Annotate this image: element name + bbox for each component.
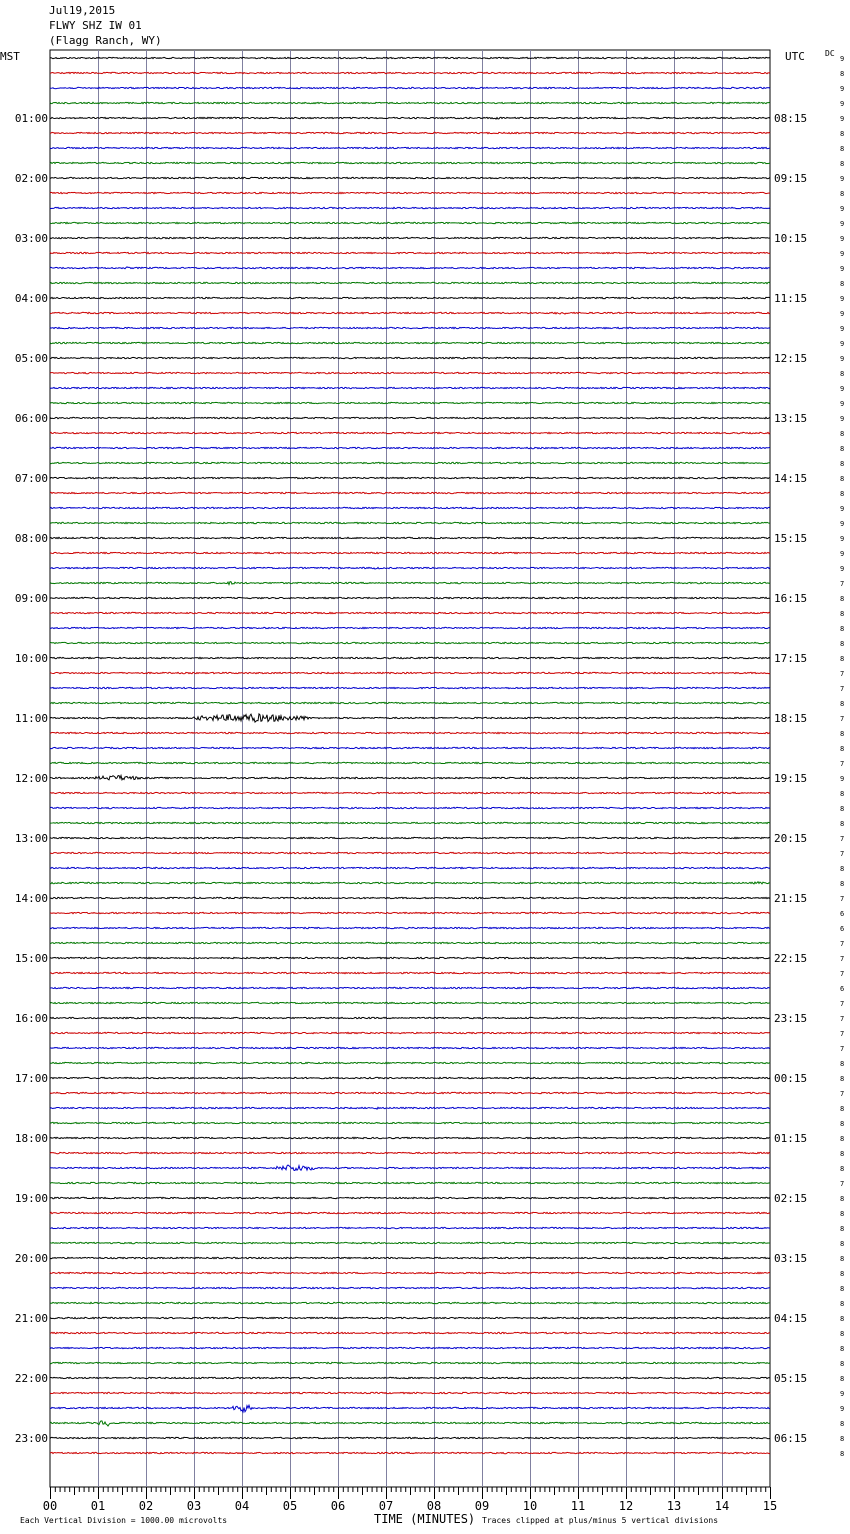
dc-offset-value: 7 [840, 895, 845, 903]
dc-offset-value: 8 [840, 1135, 845, 1143]
dc-offset-value: 9 [840, 565, 845, 573]
seismic-trace [50, 972, 770, 973]
dc-offset-value: 8 [840, 700, 845, 708]
mst-hour-label: 23:00 [14, 1432, 48, 1445]
dc-offset-value: 8 [840, 745, 845, 753]
dc-offset-value: 7 [840, 955, 845, 963]
seismic-trace [50, 1137, 770, 1138]
seismic-trace [50, 867, 770, 868]
seismic-trace [50, 1197, 770, 1198]
seismic-trace [50, 897, 770, 898]
dc-offset-value: 9 [840, 175, 845, 183]
seismic-trace [50, 372, 770, 373]
seismic-trace [50, 552, 770, 553]
dc-offset-value: 7 [840, 715, 845, 723]
seismic-trace [50, 207, 770, 208]
seismic-trace [50, 1392, 770, 1393]
x-tick-label: 15 [762, 1499, 778, 1513]
dc-offset-value: 9 [840, 55, 845, 63]
dc-offset-value: 8 [840, 1420, 845, 1428]
seismic-trace [50, 882, 770, 884]
dc-offset-value: 8 [840, 370, 845, 378]
mst-hour-label: 10:00 [14, 652, 48, 665]
seismic-trace [50, 387, 770, 388]
seismic-trace [50, 1332, 770, 1333]
dc-offset-value: 9 [840, 115, 845, 123]
x-tick-label: 00 [42, 1499, 58, 1513]
x-tick-label: 05 [282, 1499, 298, 1513]
seismic-trace [50, 1437, 770, 1438]
mst-hour-label: 02:00 [14, 172, 48, 185]
seismic-trace [50, 642, 770, 643]
seismic-trace [50, 252, 770, 253]
seismic-trace [50, 1032, 770, 1033]
seismic-trace [50, 1122, 770, 1123]
seismic-trace [50, 732, 770, 733]
dc-offset-value: 7 [840, 1015, 845, 1023]
seismic-trace [50, 432, 770, 433]
seismic-trace [50, 776, 770, 780]
seismic-trace [50, 57, 770, 58]
seismic-trace [50, 297, 770, 298]
dc-offset-value: 8 [840, 640, 845, 648]
x-tick-label: 08 [426, 1499, 442, 1513]
dc-offset-value: 8 [840, 1105, 845, 1113]
seismic-trace [50, 747, 770, 748]
mst-hour-label: 11:00 [14, 712, 48, 725]
seismic-trace [50, 162, 770, 163]
seismic-trace [50, 852, 770, 853]
seismic-trace [50, 1227, 770, 1228]
seismic-trace [50, 987, 770, 988]
dc-offset-value: 8 [840, 160, 845, 168]
seismic-trace [50, 687, 770, 688]
dc-offset-value: 8 [840, 1225, 845, 1233]
seismic-trace [50, 492, 770, 493]
utc-hour-label: 09:15 [774, 172, 808, 185]
utc-hour-label: 00:15 [774, 1072, 808, 1085]
utc-axis-label: UTC [785, 50, 805, 63]
mst-hour-label: 16:00 [14, 1012, 48, 1025]
seismic-trace [50, 177, 770, 178]
dc-offset-value: 7 [840, 1000, 845, 1008]
dc-offset-value: 9 [840, 250, 845, 258]
seismic-trace [50, 807, 770, 808]
utc-hour-label: 11:15 [774, 292, 808, 305]
dc-offset-value: 9 [840, 400, 845, 408]
scale-note: Each Vertical Division = 1000.00 microvolts [20, 1516, 228, 1525]
dc-offset-value: 7 [840, 835, 845, 843]
dc-offset-value: 8 [840, 130, 845, 138]
seismic-trace [50, 117, 770, 119]
seismic-trace [50, 702, 770, 703]
dc-offset-value: 8 [840, 865, 845, 873]
dc-offset-value: 9 [840, 310, 845, 318]
utc-hour-label: 12:15 [774, 352, 808, 365]
dc-offset-value: 8 [840, 805, 845, 813]
seismic-trace [50, 1077, 770, 1078]
seismic-trace [50, 792, 770, 793]
dc-offset-value: 7 [840, 670, 845, 678]
seismic-trace [50, 762, 770, 763]
station-code: FLWY SHZ IW 01 [49, 19, 142, 32]
x-tick-label: 02 [138, 1499, 154, 1513]
utc-hour-label: 13:15 [774, 412, 808, 425]
seismic-trace [50, 222, 770, 223]
dc-offset-value: 9 [840, 520, 845, 528]
x-axis-title: TIME (MINUTES) [374, 1512, 476, 1526]
dc-offset-value: 9 [840, 775, 845, 783]
seismic-trace [50, 612, 770, 613]
seismic-trace [50, 342, 770, 343]
utc-hour-label: 17:15 [774, 652, 808, 665]
seismic-trace [50, 72, 770, 73]
seismic-trace [50, 1287, 770, 1288]
dc-offset-value: 7 [840, 970, 845, 978]
seismic-trace [50, 1242, 770, 1243]
seismic-trace [50, 912, 770, 913]
x-tick-label: 12 [618, 1499, 634, 1513]
seismic-trace [50, 957, 770, 958]
seismic-trace [50, 1092, 770, 1093]
utc-hour-label: 20:15 [774, 832, 808, 845]
utc-hour-label: 19:15 [774, 772, 808, 785]
mst-axis-label: MST [0, 50, 20, 63]
dc-offset-value: 7 [840, 850, 845, 858]
dc-offset-value: 7 [840, 760, 845, 768]
seismic-trace [50, 522, 770, 523]
seismic-trace [50, 837, 770, 838]
mst-hour-label: 14:00 [14, 892, 48, 905]
dc-offset-value: 8 [840, 1270, 845, 1278]
dc-offset-value: 8 [840, 790, 845, 798]
seismic-trace [50, 1047, 770, 1048]
seismic-trace [50, 582, 770, 585]
utc-hour-label: 21:15 [774, 892, 808, 905]
dc-offset-value: 8 [840, 70, 845, 78]
utc-hour-label: 10:15 [774, 232, 808, 245]
x-tick-label: 14 [714, 1499, 730, 1513]
seismic-trace [50, 1212, 770, 1213]
dc-offset-value: 7 [840, 580, 845, 588]
seismic-trace [50, 282, 770, 283]
dc-offset-value: 6 [840, 985, 845, 993]
dc-offset-value: 9 [840, 1390, 845, 1398]
x-tick-label: 11 [570, 1499, 586, 1513]
mst-hour-label: 07:00 [14, 472, 48, 485]
dc-offset-value: 8 [840, 445, 845, 453]
seismic-trace [50, 477, 770, 478]
dc-offset-value: 8 [840, 610, 845, 618]
dc-offset-value: 8 [840, 1150, 845, 1158]
dc-offset-value: 9 [840, 100, 845, 108]
plot-frame [50, 50, 770, 1487]
x-tick-label: 06 [330, 1499, 346, 1513]
seismic-trace [50, 462, 770, 463]
mst-hour-label: 01:00 [14, 112, 48, 125]
dc-offset-value: 7 [840, 685, 845, 693]
seismic-trace [50, 927, 770, 928]
seismic-trace [50, 327, 770, 328]
seismic-trace [50, 267, 770, 269]
dc-offset-value: 8 [840, 1360, 845, 1368]
seismic-trace [50, 657, 770, 658]
dc-offset-value: 8 [840, 655, 845, 663]
dc-offset-value: 8 [840, 1315, 845, 1323]
dc-offset-value: 8 [840, 280, 845, 288]
utc-hour-label: 08:15 [774, 112, 808, 125]
dc-offset-value: 9 [840, 205, 845, 213]
utc-hour-label: 04:15 [774, 1312, 808, 1325]
dc-offset-value: 7 [840, 1045, 845, 1053]
seismic-trace [50, 1182, 770, 1183]
dc-offset-value: 8 [840, 1210, 845, 1218]
seismic-trace [50, 1317, 770, 1318]
dc-label: DC [825, 49, 835, 58]
seismic-trace [50, 627, 770, 628]
dc-offset-value: 9 [840, 1405, 845, 1413]
dc-offset-value: 8 [840, 1330, 845, 1338]
dc-offset-value: 8 [840, 880, 845, 888]
mst-hour-label: 22:00 [14, 1372, 48, 1385]
dc-offset-value: 8 [840, 1285, 845, 1293]
seismic-trace [50, 312, 770, 314]
dc-offset-value: 7 [840, 1090, 845, 1098]
dc-offset-value: 9 [840, 325, 845, 333]
clip-note: Traces clipped at plus/minus 5 vertical divisions [482, 1516, 719, 1525]
mst-hour-label: 19:00 [14, 1192, 48, 1205]
seismic-trace [50, 567, 770, 569]
seismic-trace [50, 147, 770, 148]
seismic-trace [50, 597, 770, 598]
dc-offset-value: 8 [840, 1345, 845, 1353]
seismic-trace [50, 1405, 770, 1412]
seismic-trace [50, 1302, 770, 1303]
dc-offset-value: 8 [840, 1075, 845, 1083]
seismic-trace [50, 1165, 770, 1170]
mst-hour-label: 12:00 [14, 772, 48, 785]
seismic-trace [50, 402, 770, 403]
dc-offset-value: 8 [840, 1165, 845, 1173]
utc-hour-label: 06:15 [774, 1432, 808, 1445]
seismic-trace [50, 822, 770, 823]
seismic-trace [50, 1377, 770, 1378]
dc-offset-value: 6 [840, 925, 845, 933]
seismic-trace [50, 417, 770, 418]
dc-offset-value: 8 [840, 595, 845, 603]
dc-offset-value: 9 [840, 340, 845, 348]
dc-offset-value: 9 [840, 550, 845, 558]
dc-offset-value: 8 [840, 1255, 845, 1263]
dc-offset-value: 9 [840, 415, 845, 423]
mst-hour-label: 13:00 [14, 832, 48, 845]
seismic-trace [50, 1152, 770, 1153]
dc-offset-value: 9 [840, 295, 845, 303]
mst-hour-label: 20:00 [14, 1252, 48, 1265]
utc-hour-label: 03:15 [774, 1252, 808, 1265]
seismic-trace [50, 102, 770, 103]
dc-offset-value: 8 [840, 1450, 845, 1458]
utc-hour-label: 15:15 [774, 532, 808, 545]
dc-offset-value: 8 [840, 1060, 845, 1068]
station-location: (Flagg Ranch, WY) [49, 34, 162, 47]
dc-offset-value: 8 [840, 430, 845, 438]
seismic-trace [50, 1062, 770, 1063]
dc-offset-value: 9 [840, 85, 845, 93]
x-tick-label: 03 [186, 1499, 202, 1513]
dc-offset-value: 8 [840, 145, 845, 153]
seismic-trace [50, 192, 770, 193]
utc-hour-label: 02:15 [774, 1192, 808, 1205]
mst-hour-label: 08:00 [14, 532, 48, 545]
seismic-trace [50, 942, 770, 943]
dc-offset-value: 9 [840, 355, 845, 363]
seismic-trace [50, 132, 770, 133]
dc-offset-value: 9 [840, 265, 845, 273]
dc-offset-value: 7 [840, 940, 845, 948]
seismic-trace [50, 1421, 770, 1426]
mst-hour-label: 06:00 [14, 412, 48, 425]
utc-hour-label: 01:15 [774, 1132, 808, 1145]
mst-hour-label: 05:00 [14, 352, 48, 365]
seismic-trace [50, 1002, 770, 1003]
mst-hour-label: 17:00 [14, 1072, 48, 1085]
dc-offset-value: 8 [840, 1240, 845, 1248]
x-tick-label: 09 [474, 1499, 490, 1513]
dc-offset-value: 8 [840, 1300, 845, 1308]
dc-offset-value: 7 [840, 1180, 845, 1188]
seismic-trace [50, 1017, 770, 1018]
seismic-trace [50, 87, 770, 88]
x-tick-label: 07 [378, 1499, 394, 1513]
seismic-trace [50, 1452, 770, 1453]
utc-hour-label: 16:15 [774, 592, 808, 605]
seismic-trace [50, 672, 770, 673]
utc-hour-label: 22:15 [774, 952, 808, 965]
seismic-trace [50, 1257, 770, 1258]
utc-hour-label: 18:15 [774, 712, 808, 725]
seismic-trace [50, 714, 770, 722]
mst-hour-label: 15:00 [14, 952, 48, 965]
dc-offset-value: 8 [840, 1120, 845, 1128]
seismic-trace [50, 1272, 770, 1273]
dc-offset-value: 9 [840, 235, 845, 243]
dc-offset-value: 8 [840, 190, 845, 198]
seismic-trace [50, 1107, 770, 1109]
dc-offset-value: 8 [840, 625, 845, 633]
mst-hour-label: 21:00 [14, 1312, 48, 1325]
seismic-trace [50, 1347, 770, 1348]
dc-offset-value: 7 [840, 1030, 845, 1038]
seismic-trace [50, 447, 770, 448]
plot-date: Jul19,2015 [49, 4, 116, 17]
dc-offset-value: 8 [840, 460, 845, 468]
dc-offset-value: 9 [840, 535, 845, 543]
seismic-trace [50, 507, 770, 508]
dc-offset-value: 8 [840, 1195, 845, 1203]
utc-hour-label: 23:15 [774, 1012, 808, 1025]
dc-offset-value: 8 [840, 730, 845, 738]
utc-hour-label: 05:15 [774, 1372, 808, 1385]
utc-hour-label: 14:15 [774, 472, 808, 485]
seismic-trace [50, 537, 770, 538]
seismic-trace [50, 1362, 770, 1363]
mst-hour-label: 09:00 [14, 592, 48, 605]
x-tick-label: 10 [522, 1499, 538, 1513]
dc-offset-value: 8 [840, 475, 845, 483]
x-tick-label: 01 [90, 1499, 106, 1513]
dc-offset-value: 9 [840, 220, 845, 228]
mst-hour-label: 03:00 [14, 232, 48, 245]
dc-offset-value: 8 [840, 490, 845, 498]
dc-offset-value: 9 [840, 385, 845, 393]
seismic-trace [50, 237, 770, 238]
x-tick-label: 13 [666, 1499, 682, 1513]
x-tick-label: 04 [234, 1499, 250, 1513]
seismic-trace [50, 357, 770, 358]
dc-offset-value: 8 [840, 820, 845, 828]
dc-offset-value: 8 [840, 1435, 845, 1443]
dc-offset-value: 6 [840, 910, 845, 918]
dc-offset-value: 9 [840, 505, 845, 513]
mst-hour-label: 04:00 [14, 292, 48, 305]
mst-hour-label: 18:00 [14, 1132, 48, 1145]
dc-offset-value: 8 [840, 1375, 845, 1383]
